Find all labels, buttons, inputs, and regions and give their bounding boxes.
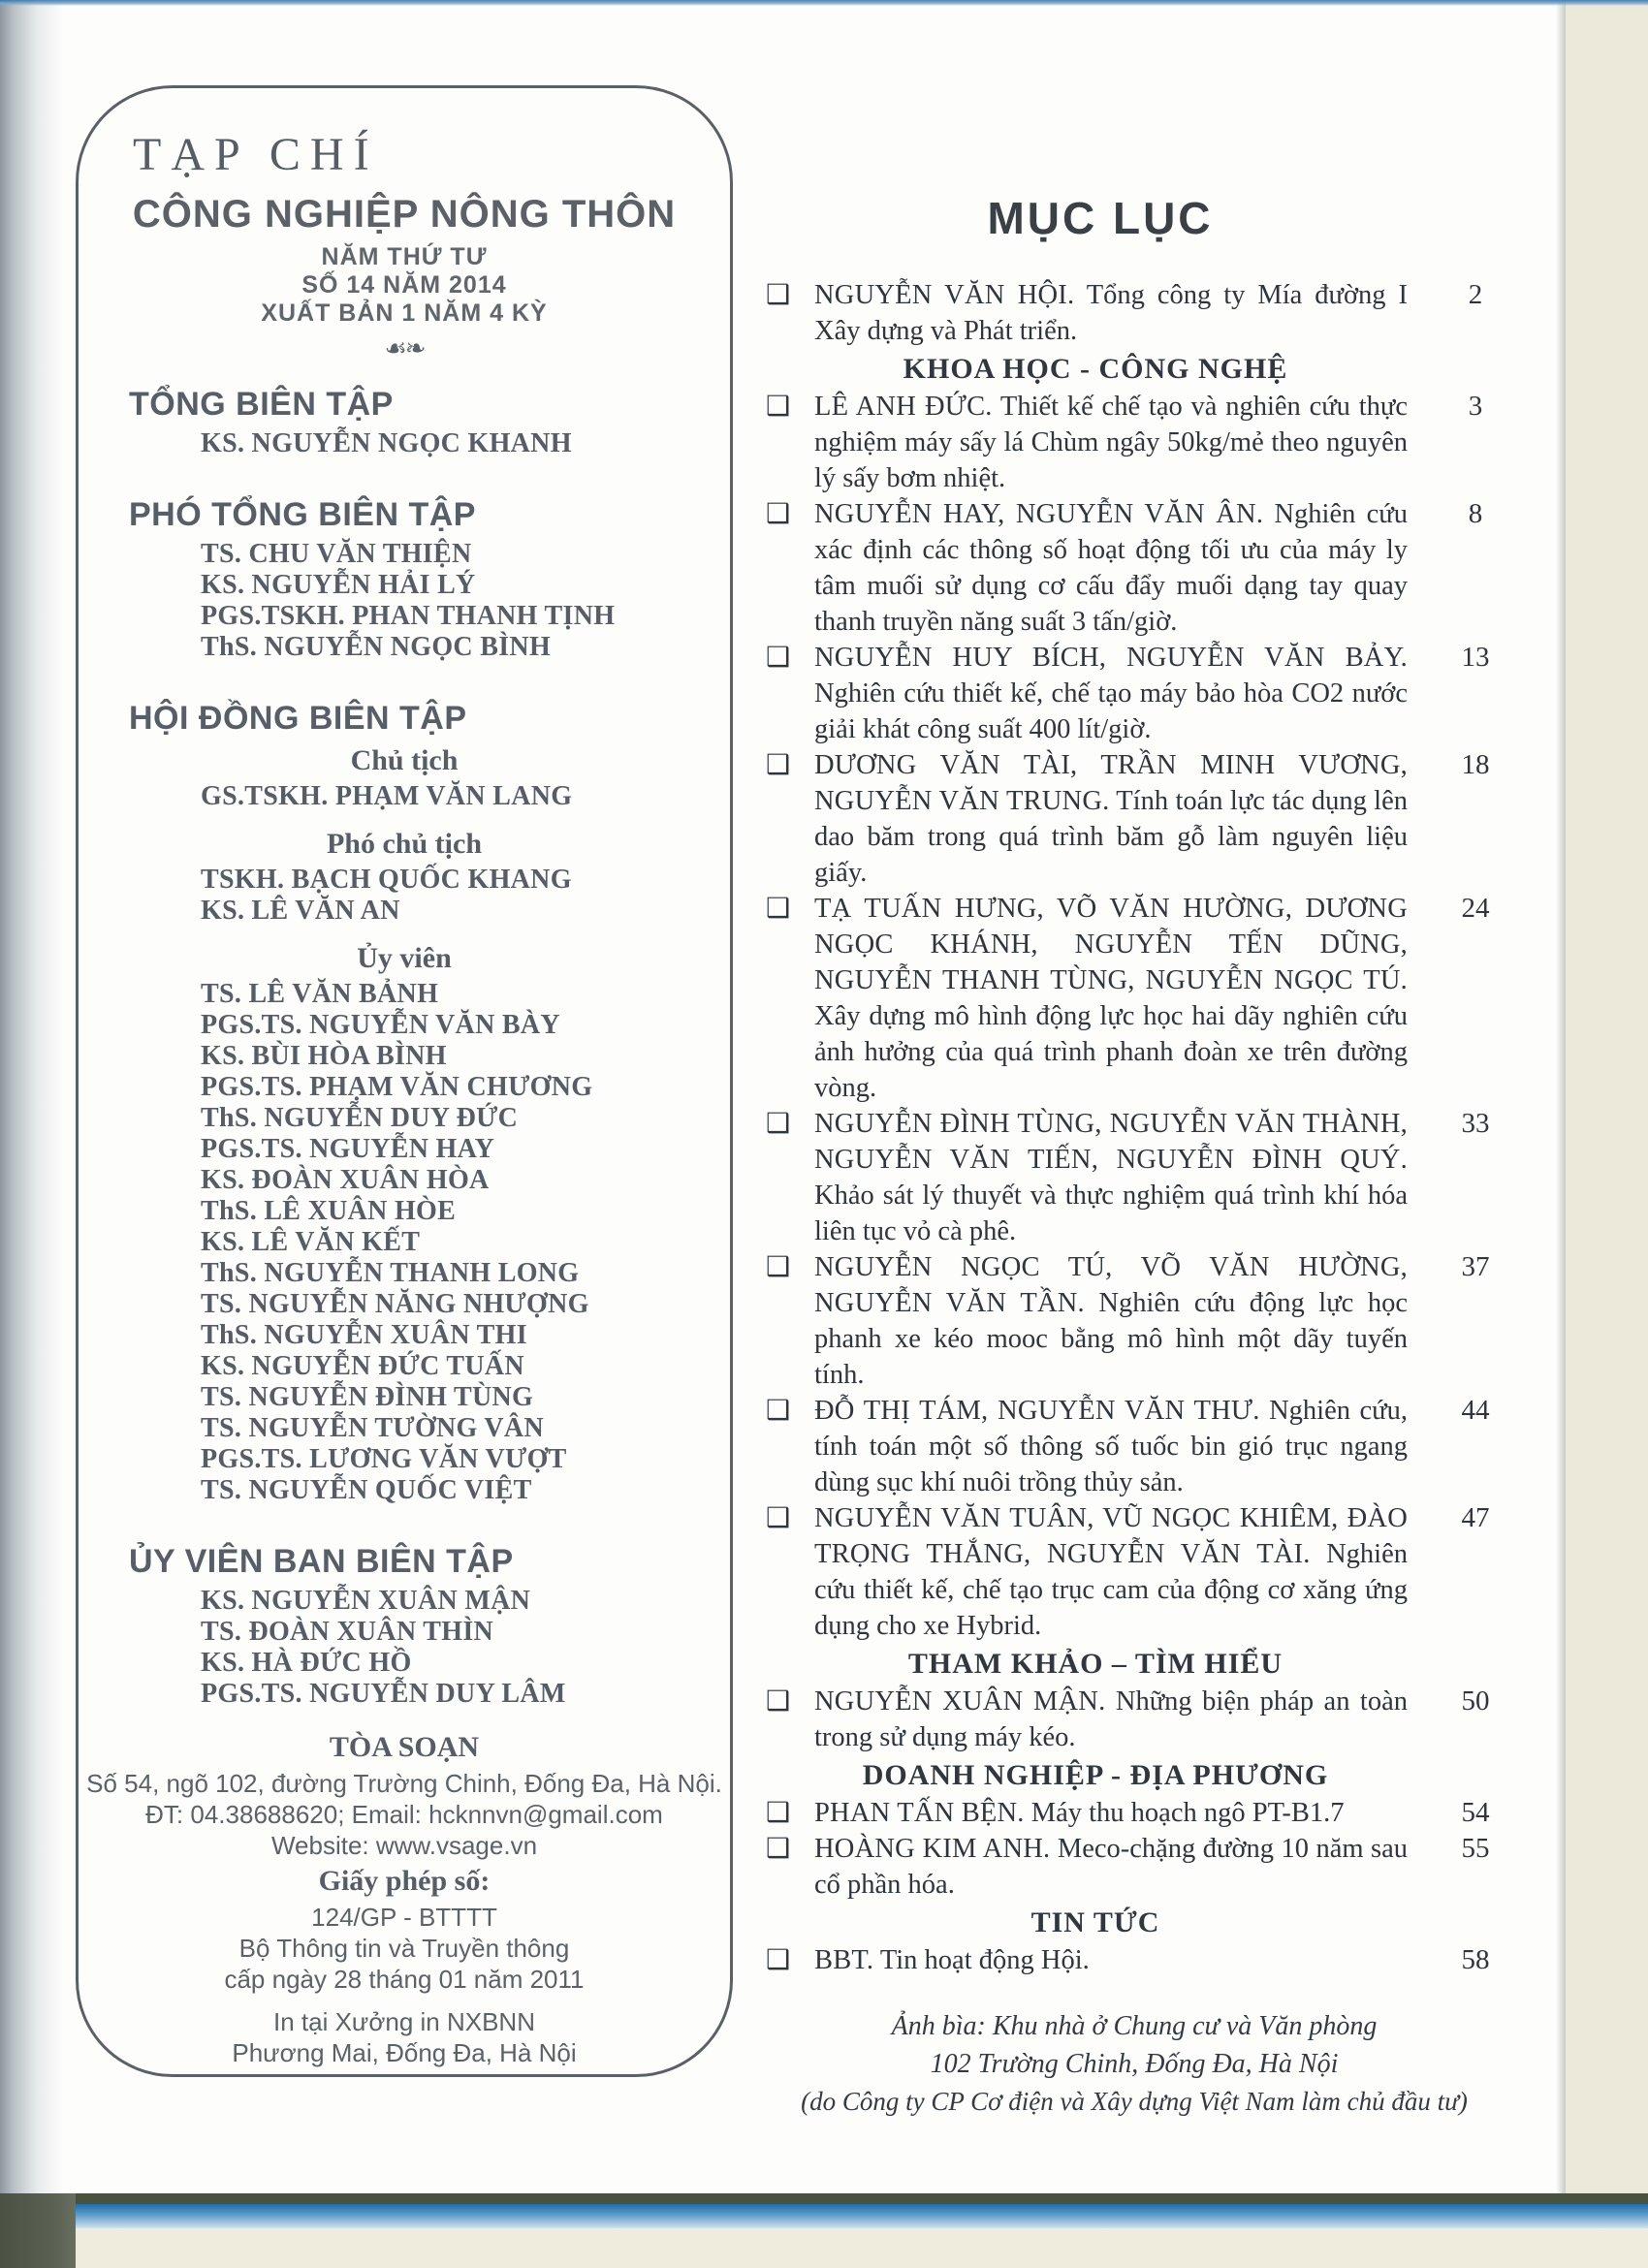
list-bullet-icon: ❑ <box>766 1109 791 1139</box>
toc-entry <box>766 1795 1570 1831</box>
masthead-info-line: 124/GP - BTTTT <box>311 1903 497 1932</box>
toc-entry-authors: NGUYỄN HUY BÍCH, NGUYỄN VĂN BẢY. <box>814 643 1408 673</box>
toc-entry <box>766 747 1570 891</box>
spacer <box>79 663 730 680</box>
masthead-heading: HỘI ĐỒNG BIÊN TẬP <box>129 700 467 737</box>
toc-entry-text: BBT. Tin hoạt động Hội. <box>814 1945 1090 1975</box>
toc-entry-page-number: 2 <box>1468 279 1483 310</box>
board-member-name: KS. LÊ VĂN KẾT <box>201 1227 421 1257</box>
spacer <box>79 927 730 938</box>
toc-entry-page-number: 47 <box>1461 1502 1490 1533</box>
masthead-info-line: cấp ngày 28 tháng 01 năm 2011 <box>224 1965 585 1994</box>
toc-entry-authors: HOÀNG KIM ANH. <box>814 1834 1051 1864</box>
board-member-name: KS. LÊ VĂN AN <box>201 896 400 926</box>
board-member-name: TSKH. BẠCH QUỐC KHANG <box>201 865 572 895</box>
toc-entry-authors: NGUYỄN ĐÌNH TÙNG, NGUYỄN VĂN THÀNH, NGUYỄN VĂN TIẾN, NGUYỄN ĐÌNH QUÝ. <box>814 1109 1408 1175</box>
toc-entry-page-number: 55 <box>1461 1833 1490 1864</box>
toc-entry-page-number: 58 <box>1461 1944 1490 1975</box>
masthead-subheading: Phó chủ tịch <box>326 828 483 860</box>
top-edge-line <box>0 0 1648 6</box>
toc-entry-page-number: 8 <box>1468 498 1483 529</box>
list-bullet-icon: ❑ <box>766 894 791 924</box>
toc-entry-page-number: 44 <box>1461 1395 1490 1426</box>
board-member-name: PGS.TS. NGUYỄN HAY <box>201 1134 495 1164</box>
toc-entry-page-number: 24 <box>1461 893 1490 924</box>
bottom-left-page-shadow <box>0 2193 76 2268</box>
journal-frequency-line: XUẤT BẢN 1 NĂM 4 KỲ <box>261 299 548 327</box>
toc-entry-page-number: 37 <box>1461 1251 1490 1282</box>
toc-entry <box>766 1249 1570 1393</box>
table-of-contents <box>766 192 1570 2121</box>
cover-note-line: 102 Trường Chinh, Đống Đa, Hà Nội <box>930 2049 1339 2079</box>
list-bullet-icon: ❑ <box>766 1396 791 1426</box>
list-bullet-icon: ❑ <box>766 280 791 310</box>
cover-note <box>766 2007 1503 2121</box>
toc-entry-authors: NGUYỄN HAY, NGUYỄN VĂN ÂN. <box>814 499 1264 529</box>
list-bullet-icon: ❑ <box>766 1252 791 1282</box>
toc-entry-page-number: 13 <box>1461 642 1490 673</box>
masthead-subheading: Giấy phép số: <box>318 1865 491 1897</box>
board-member-name: PGS.TS. NGUYỄN DUY LÂM <box>201 1679 566 1709</box>
toc-entry-text: HOÀNG KIM ANH. Meco-chặng đường 10 năm sau cổ phần hóa. <box>814 1834 1408 1900</box>
bottom-scanner-margin <box>0 2228 1648 2268</box>
masthead-info-line: ĐT: 04.38688620; Email: hcknnvn@gmail.com <box>145 1800 663 1829</box>
board-member-name: PGS.TS. PHẠM VĂN CHƯƠNG <box>201 1072 593 1102</box>
list-bullet-icon: ❑ <box>766 750 791 780</box>
board-member-name: KS. NGUYỄN HẢI LÝ <box>201 570 476 600</box>
toc-section-header: THAM KHẢO – TÌM HIỂU <box>907 1648 1284 1680</box>
toc-entry-page-number: 33 <box>1461 1108 1490 1139</box>
ornament-icon: ☙❧ <box>384 334 425 362</box>
toc-entry-page-number: 3 <box>1468 391 1483 422</box>
toc-entry <box>766 1684 1570 1755</box>
board-member-name: TS. NGUYỄN QUỐC VIỆT <box>201 1475 532 1505</box>
toc-entry-text: NGUYỄN HUY BÍCH, NGUYỄN VĂN BẢY. Nghiên cứu thiết kế, chế tạo máy bảo hòa CO2 nước giải khát công suất 400 lít/giờ. <box>814 643 1408 744</box>
masthead-heading: ỦY VIÊN BAN BIÊN TẬP <box>129 1543 514 1580</box>
toc-entry-authors: NGUYỄN XUÂN MẬN. <box>814 1686 1106 1717</box>
toc-entry-authors: NGUYỄN VĂN TUÂN, VŨ NGỌC KHIÊM, ĐÀO TRỌNG THẮNG, NGUYỄN VĂN TÀI. <box>814 1503 1408 1569</box>
toc-section-header: KHOA HỌC - CÔNG NGHỆ <box>903 353 1288 385</box>
toc-entry <box>766 1942 1570 1978</box>
journal-name: CÔNG NGHIỆP NÔNG THÔN <box>132 193 677 236</box>
toc-entry-authors: NGUYỄN NGỌC TÚ, VÕ VĂN HƯỜNG, NGUYỄN VĂN TẦN. <box>814 1252 1408 1318</box>
cover-note-line: Ảnh bìa: Khu nhà ở Chung cư và Văn phòng <box>891 2011 1378 2041</box>
toc-entry-authors: PHAN TẤN BỆN. <box>814 1798 1025 1828</box>
board-member-name: PGS.TS. LƯƠNG VĂN VƯỢT <box>201 1444 567 1474</box>
toc-entry-authors: NGUYỄN VĂN HỘI. <box>814 280 1075 310</box>
list-bullet-icon: ❑ <box>766 1834 791 1864</box>
masthead-info-line: In tại Xưởng in NXBNN <box>272 2007 535 2036</box>
board-member-name: KS. NGUYỄN NGỌC KHANH <box>201 428 572 458</box>
masthead-blocks <box>79 384 730 2068</box>
board-member-name: TS. ĐOÀN XUÂN THÌN <box>201 1617 494 1647</box>
board-member-name: TS. CHU VĂN THIỆN <box>201 539 472 569</box>
journal-year-line: NĂM THỨ TƯ <box>321 243 488 270</box>
board-member-name: ThS. NGUYỄN NGỌC BÌNH <box>201 632 552 662</box>
spacer <box>79 1710 730 1727</box>
toc-entry-text: NGUYỄN VĂN HỘI. Tổng công ty Mía đường I Xây dựng và Phát triển. <box>814 280 1408 346</box>
board-member-name: ThS. NGUYỄN DUY ĐỨC <box>201 1103 519 1133</box>
board-member-name: KS. ĐOÀN XUÂN HÒA <box>201 1165 490 1195</box>
list-bullet-icon: ❑ <box>766 1798 791 1828</box>
board-member-name: TS. NGUYỄN NĂNG NHƯỢNG <box>201 1289 589 1319</box>
toc-entry-authors: DƯƠNG VĂN TÀI, TRẦN MINH VƯƠNG, NGUYỄN VĂN TRUNG. <box>814 750 1408 816</box>
board-member-name: GS.TSKH. PHẠM VĂN LANG <box>201 781 573 811</box>
bottom-edge-dark-strip <box>0 2193 1648 2204</box>
board-member-name: PGS.TS. NGUYỄN VĂN BÀY <box>201 1010 560 1040</box>
toc-entry-text: TẠ TUẤN HƯNG, VÕ VĂN HƯỜNG, DƯƠNG NGỌC KHÁNH, NGUYỄN TẾN DŨNG, NGUYỄN THANH TÙNG, NGUYỄN NGỌC TÚ. Xây dựng mô hình động lực học hai dãy nghiên cứu ảnh hưởng của quá trình phanh đoàn xe trên đường vòng. <box>814 894 1408 1103</box>
toc-entry <box>766 1393 1570 1500</box>
toc-entry-page-number: 54 <box>1461 1797 1490 1828</box>
list-bullet-icon: ❑ <box>766 499 791 529</box>
toc-entry <box>766 1831 1570 1903</box>
spacer <box>79 1995 730 2006</box>
board-member-name: PGS.TSKH. PHAN THANH TỊNH <box>201 601 616 631</box>
board-member-name: KS. BÙI HÒA BÌNH <box>201 1041 447 1071</box>
cover-note-line: (do Công ty CP Cơ điện và Xây dựng Việt Nam làm chủ đầu tư) <box>801 2087 1468 2116</box>
toc-entry <box>766 389 1570 496</box>
toc-entry <box>766 1106 1570 1249</box>
masthead-heading: TỔNG BIÊN TẬP <box>129 386 394 423</box>
toc-entry <box>766 277 1570 349</box>
list-bullet-icon: ❑ <box>766 1945 791 1975</box>
toc-title: MỤC LỤC <box>987 193 1214 243</box>
toc-entry-text: NGUYỄN XUÂN MẬN. Những biện pháp an toàn trong sử dụng máy kéo. <box>814 1686 1408 1752</box>
toc-entry <box>766 1500 1570 1644</box>
toc-entry <box>766 496 1570 640</box>
bottom-edge-blue-strip <box>0 2204 1648 2228</box>
journal-label: TẠP CHÍ <box>133 129 379 180</box>
board-member-name: KS. HÀ ĐỨC HỒ <box>201 1648 412 1678</box>
toc-entry-text: NGUYỄN HAY, NGUYỄN VĂN ÂN. Nghiên cứu xác định các thông số hoạt động tối ưu của máy ly tâm muối sử dụng cơ cấu đẩy muối dạng tay quay thanh truyền năng suất 3 tấn/giờ. <box>814 499 1409 637</box>
masthead-panel <box>76 85 733 2077</box>
masthead-info-line: Phương Mai, Đống Đa, Hà Nội <box>232 2038 577 2067</box>
list-bullet-icon: ❑ <box>766 392 791 422</box>
toc-section-header: DOANH NGHIỆP - ĐỊA PHƯƠNG <box>862 1759 1329 1791</box>
board-member-name: TS. NGUYỄN TƯỜNG VÂN <box>201 1413 544 1443</box>
toc-entry-text: NGUYỄN NGỌC TÚ, VÕ VĂN HƯỜNG, NGUYỄN VĂN TẦN. Nghiên cứu động lực học phanh xe kéo mooc bằng mô hình một dãy tuyến tính. <box>814 1252 1408 1390</box>
board-member-name: ThS. NGUYỄN XUÂN THI <box>201 1320 527 1350</box>
toc-items <box>766 277 1570 1978</box>
toc-entry-authors: ĐỖ THỊ TÁM, NGUYỄN VĂN THƯ. <box>814 1396 1260 1426</box>
board-member-name: TS. NGUYỄN ĐÌNH TÙNG <box>201 1382 534 1412</box>
toc-entry-text: NGUYỄN VĂN TUÂN, VŨ NGỌC KHIÊM, ĐÀO TRỌNG THẮNG, NGUYỄN VĂN TÀI. Nghiên cứu thiết kế, chế tạo trục cam của động cơ xăng ứng dụng cho xe Hybrid. <box>814 1503 1408 1641</box>
spacer <box>79 1506 730 1524</box>
masthead-subheading: TÒA SOẠN <box>329 1731 480 1763</box>
list-bullet-icon: ❑ <box>766 1503 791 1533</box>
toc-entry-text: ĐỖ THỊ TÁM, NGUYỄN VĂN THƯ. Nghiên cứu, tính toán một số thông số tuốc bin gió trục ngang dùng sục khí nuôi trồng thủy sản. <box>814 1396 1408 1497</box>
board-member-name: KS. NGUYỄN XUÂN MẬN <box>201 1586 531 1616</box>
journal-issue-line: SỐ 14 NĂM 2014 <box>301 271 507 299</box>
masthead-info-line: Website: www.vsage.vn <box>270 1831 538 1860</box>
masthead-info-line: Bộ Thông tin và Truyền thông <box>238 1934 570 1963</box>
board-member-name: ThS. LÊ XUÂN HÒE <box>201 1196 457 1226</box>
board-member-name: TS. LÊ VĂN BẢNH <box>201 979 439 1009</box>
toc-entry-text: NGUYỄN ĐÌNH TÙNG, NGUYỄN VĂN THÀNH, NGUYỄN VĂN TIẾN, NGUYỄN ĐÌNH QUÝ. Khảo sát lý thuyết và thực nghiệm quá trình khí hóa liên tục vỏ cà phê. <box>814 1109 1408 1246</box>
toc-entry-text: DƯƠNG VĂN TÀI, TRẦN MINH VƯƠNG, NGUYỄN VĂN TRUNG. Tính toán lực tác dụng lên dao băm trong quá trình băm gỗ làm nguyên liệu giấy. <box>814 750 1408 888</box>
masthead-subheading: Ủy viên <box>357 942 452 974</box>
page-left-shadow <box>0 0 68 2193</box>
scanner-margin <box>1566 0 1648 2268</box>
list-bullet-icon: ❑ <box>766 1686 791 1717</box>
toc-section-header: TIN TỨC <box>1030 1906 1160 1938</box>
toc-entry-page-number: 18 <box>1461 749 1490 780</box>
masthead-heading: PHÓ TỔNG BIÊN TẬP <box>129 496 476 533</box>
toc-entry-authors: TẠ TUẤN HƯNG, VÕ VĂN HƯỜNG, DƯƠNG NGỌC KHÁNH, NGUYỄN TẾN DŨNG, NGUYỄN THANH TÙNG, NGUYỄN NGỌC TÚ. <box>814 894 1408 995</box>
toc-entry-text: LÊ ANH ĐỨC. Thiết kế chế tạo và nghiên cứu thực nghiệm máy sấy lá Chùm ngây 50kg/mẻ theo nguyên lý sấy bơm nhiệt. <box>814 392 1408 493</box>
masthead-info-line: Số 54, ngõ 102, đường Trường Chinh, Đống Đa, Hà Nội. <box>86 1769 722 1798</box>
board-member-name: KS. NGUYỄN ĐỨC TUẤN <box>201 1351 524 1381</box>
toc-entry-authors: LÊ ANH ĐỨC. <box>814 392 993 422</box>
list-bullet-icon: ❑ <box>766 643 791 673</box>
toc-entry-page-number: 50 <box>1461 1685 1490 1717</box>
board-member-name: ThS. NGUYỄN THANH LONG <box>201 1258 580 1288</box>
toc-entry-text: PHAN TẤN BỆN. Máy thu hoạch ngô PT-B1.7 <box>814 1798 1345 1828</box>
toc-entry <box>766 891 1570 1106</box>
toc-entry <box>766 640 1570 747</box>
masthead-subheading: Chủ tịch <box>350 744 459 776</box>
toc-entry-authors: BBT. <box>814 1945 874 1975</box>
spacer <box>79 459 730 477</box>
spacer <box>79 812 730 824</box>
